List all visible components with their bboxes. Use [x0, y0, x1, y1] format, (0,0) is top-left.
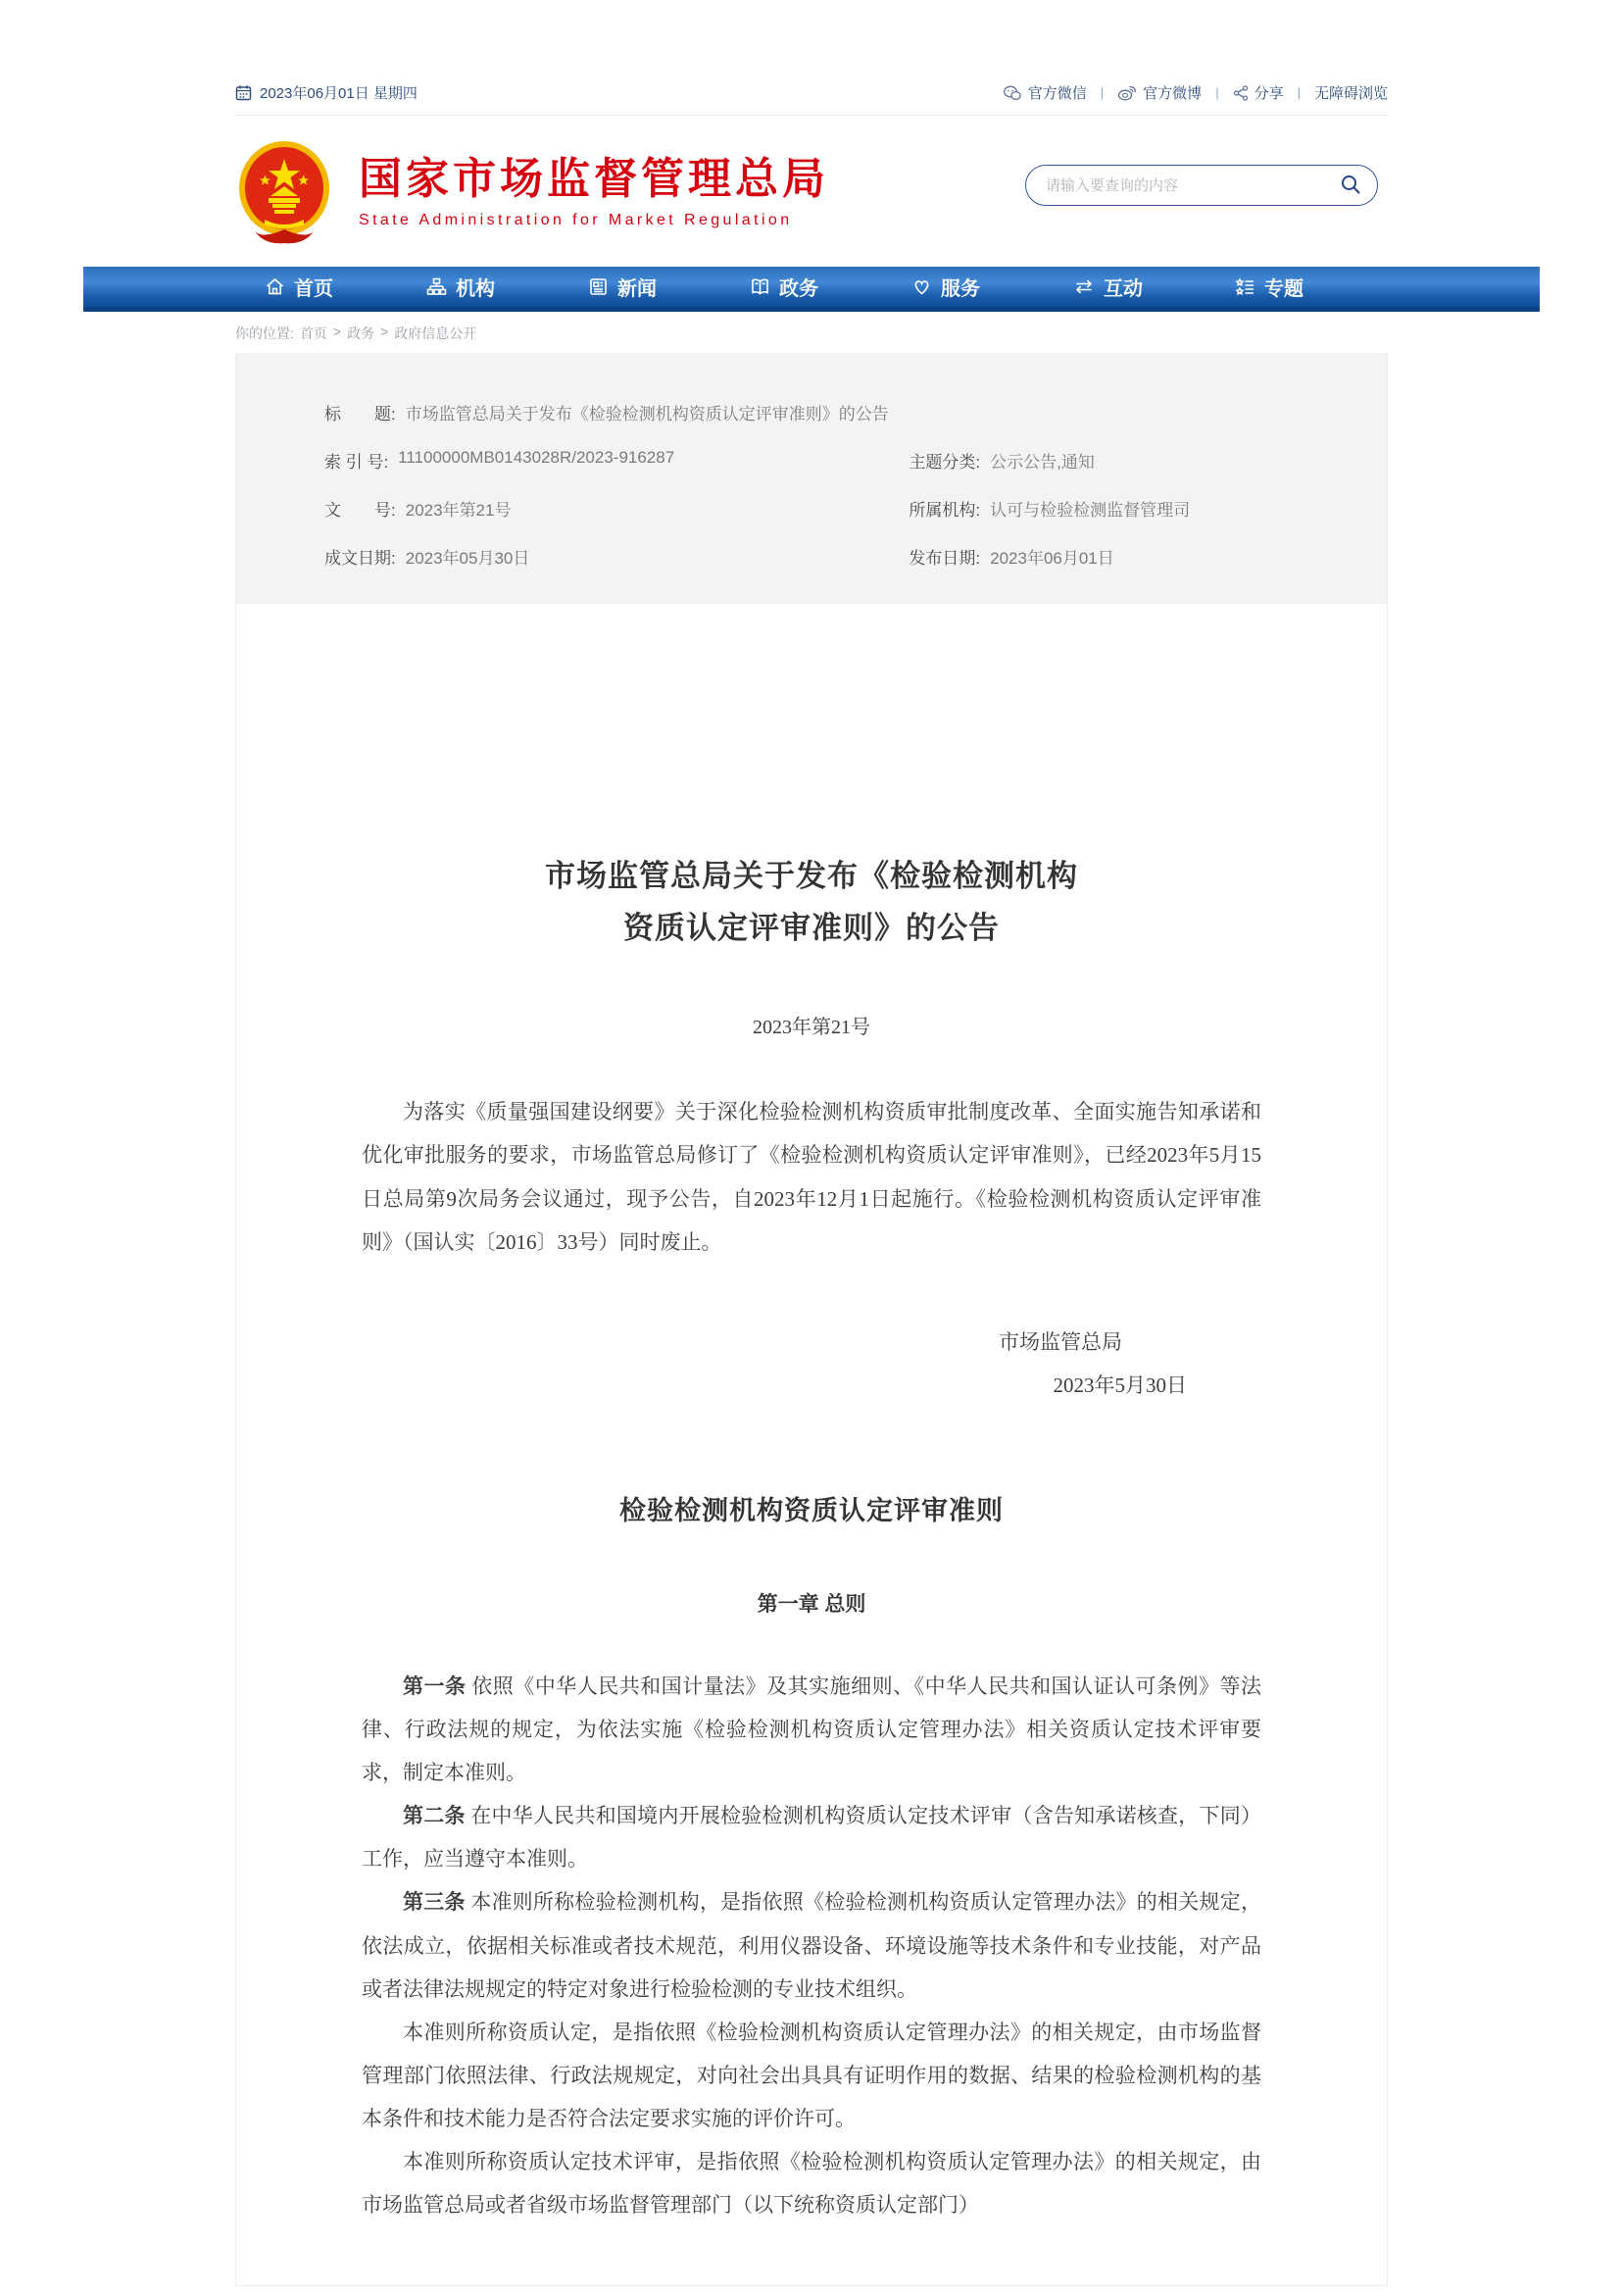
organization-icon — [426, 276, 447, 297]
official-weibo-label: 官方微博 — [1143, 85, 1203, 102]
meta-row-title — [324, 400, 1299, 424]
nav-label: 互动 — [1104, 278, 1143, 300]
official-weibo-link[interactable] — [1117, 82, 1202, 103]
share-link[interactable] — [1233, 82, 1284, 103]
main-navigation — [83, 267, 1540, 312]
service-heart-icon — [911, 276, 932, 297]
document-number: 2023年第21号 — [753, 1017, 870, 1039]
meta-agency-label: 所属机构: — [909, 501, 981, 520]
meta-category-label: 主题分类: — [909, 453, 981, 472]
accessibility-link[interactable] — [1314, 82, 1388, 103]
weibo-icon — [1117, 85, 1137, 101]
nav-item-organization[interactable] — [426, 273, 588, 301]
signature-block — [362, 1321, 1261, 1407]
interaction-arrows-icon — [1073, 276, 1095, 297]
breadcrumb-item-info-disclosure[interactable]: 政府信息公开 — [394, 325, 477, 341]
meta-agency-value: 认可与检验检测监督管理司 — [990, 501, 1191, 520]
document-container — [235, 353, 1388, 2286]
nav-item-service[interactable] — [911, 273, 1073, 301]
breadcrumb-item-home[interactable]: 首页 — [299, 325, 327, 341]
site-search — [1025, 165, 1378, 206]
document-title — [362, 851, 1261, 954]
breadcrumb-item-government[interactable]: 政务 — [347, 325, 375, 341]
breadcrumb — [235, 312, 1388, 353]
signature-date: 2023年5月30日 — [1053, 1373, 1187, 1397]
announcement-paragraph: 为落实《质量强国建设纲要》关于深化检验检测机构资质审批制度改革、全面实施告知承诺和优化审批服务的要求，市场监管总局修订了《检验检测机构资质认定评审准则》，已经2023年5月15日总局第9次局务会议通过，现予公告，自2023年12月1日起施行。《检验检测机构资质认定评审准则》（国认实〔2016〕33号）同时废止。 — [362, 1100, 1261, 1254]
nav-item-news[interactable] — [588, 273, 750, 301]
site-header — [235, 116, 1388, 267]
meta-index-value: 11100000MB0143028R/2023-916287 — [398, 448, 675, 467]
chapter-title: 第一章 总则 — [757, 1592, 866, 1616]
nav-label: 专题 — [1264, 278, 1303, 300]
site-subtitle-english: State Administration for Market Regulation — [359, 212, 793, 229]
article-paragraph: 第一条 依照《中华人民共和国计量法》及其实施细则、《中华人民共和国认证认可条例》等法律、行政法规的规定，为依法实施《检验检测机构资质认定管理办法》相关资质认定技术评审要求，制定本准则。 — [362, 1673, 1262, 1785]
site-title: 国家市场监督管理总局 — [359, 154, 829, 203]
meta-written-date-value: 2023年05月30日 — [405, 549, 530, 568]
meta-written-date-label: 成文日期: — [324, 549, 396, 568]
article-paragraph: 第三条 本准则所称检验检测机构，是指依照《检验检测机构资质认定管理办法》的相关规定，依法成立，依据相关标准或者技术规范，利用仪器设备、环境设施等技术条件和专业技能，对产品或者法律法规规定的特定对象进行检验检测的专业技术组织。 — [362, 1890, 1261, 2001]
nav-item-topics[interactable] — [1235, 273, 1397, 301]
wechat-icon — [1003, 85, 1022, 101]
article-paragraph: 第二条 在中华人民共和国境内开展检验检测机构资质认定技术评审（含告知承诺核查，下同）工作，应当遵守本准则。 — [362, 1804, 1261, 1872]
nav-item-government[interactable] — [750, 273, 911, 301]
rule-title: 检验检测机构资质认定评审准则 — [619, 1495, 1004, 1525]
top-utility-bar — [235, 0, 1388, 116]
nav-label: 政务 — [779, 278, 818, 300]
article-number: 第二条 — [403, 1804, 471, 1828]
meta-row — [324, 448, 1299, 473]
nav-label: 新闻 — [617, 278, 657, 300]
meta-category-value: 公示公告,通知 — [990, 453, 1095, 472]
meta-title-value: 市场监管总局关于发布《检验检测机构资质认定评审准则》的公告 — [405, 405, 889, 424]
search-icon — [1340, 174, 1361, 198]
nav-item-interaction[interactable] — [1073, 273, 1235, 301]
search-button[interactable] — [1340, 174, 1361, 198]
meta-docnum-label: 文 号: — [324, 501, 396, 520]
topics-list-icon — [1235, 276, 1255, 297]
national-emblem-logo — [235, 137, 333, 247]
nav-label: 首页 — [294, 278, 333, 300]
meta-docnum-value: 2023年第21号 — [405, 501, 512, 520]
separator: | — [1100, 85, 1105, 100]
calendar-icon — [235, 84, 252, 101]
separator: | — [1215, 85, 1219, 100]
meta-title-label: 标 题: — [324, 405, 396, 424]
breadcrumb-separator: > — [380, 324, 389, 339]
search-input[interactable] — [1046, 177, 1340, 194]
home-icon — [265, 276, 285, 297]
accessibility-label: 无障碍浏览 — [1313, 85, 1388, 102]
meta-index-label: 索 引 号: — [324, 453, 389, 472]
nav-label: 服务 — [941, 278, 980, 300]
meta-row — [324, 544, 1299, 569]
meta-publish-date-value: 2023年06月01日 — [990, 549, 1114, 568]
article-paragraph: 本准则所称资质认定，是指依照《检验检测机构资质认定管理办法》的相关规定，由市场监督管理部门依照法律、行政法规规定，对向社会出具具有证明作用的数据、结果的检验检测机构的基本条件和技术能力是否符合法定要求实施的评价许可。 — [362, 2020, 1261, 2130]
share-label: 分享 — [1254, 85, 1284, 102]
separator: | — [1297, 85, 1301, 100]
breadcrumb-prefix: 你的位置: — [235, 325, 294, 341]
date-text: 2023年06月01日 星期四 — [260, 85, 418, 102]
meta-publish-date-label: 发布日期: — [909, 549, 981, 568]
nav-item-home[interactable] — [265, 273, 426, 301]
top-links — [1003, 82, 1388, 103]
official-wechat-link[interactable] — [1003, 82, 1087, 103]
brand-block — [359, 155, 829, 230]
breadcrumb-separator: > — [332, 324, 342, 339]
document-body — [236, 604, 1387, 2285]
article-paragraph: 本准则所称资质认定技术评审，是指依照《检验检测机构资质认定管理办法》的相关规定，由市场监管总局或者省级市场监督管理部门（以下统称资质认定部门） — [362, 2149, 1261, 2218]
article-number: 第一条 — [403, 1673, 472, 1698]
current-date — [235, 82, 418, 103]
share-icon — [1233, 85, 1249, 101]
document-metadata — [236, 353, 1387, 604]
news-icon — [588, 276, 609, 297]
official-wechat-label: 官方微信 — [1027, 85, 1087, 102]
document-title-line1: 市场监管总局关于发布《检验检测机构 — [545, 859, 1078, 893]
meta-row — [324, 496, 1299, 521]
article-number: 第三条 — [403, 1890, 471, 1915]
government-book-icon — [750, 276, 770, 297]
document-title-line2: 资质认定评审准则》的公告 — [623, 910, 1000, 945]
signature-organization: 市场监管总局 — [999, 1329, 1122, 1354]
nav-label: 机构 — [456, 278, 495, 300]
